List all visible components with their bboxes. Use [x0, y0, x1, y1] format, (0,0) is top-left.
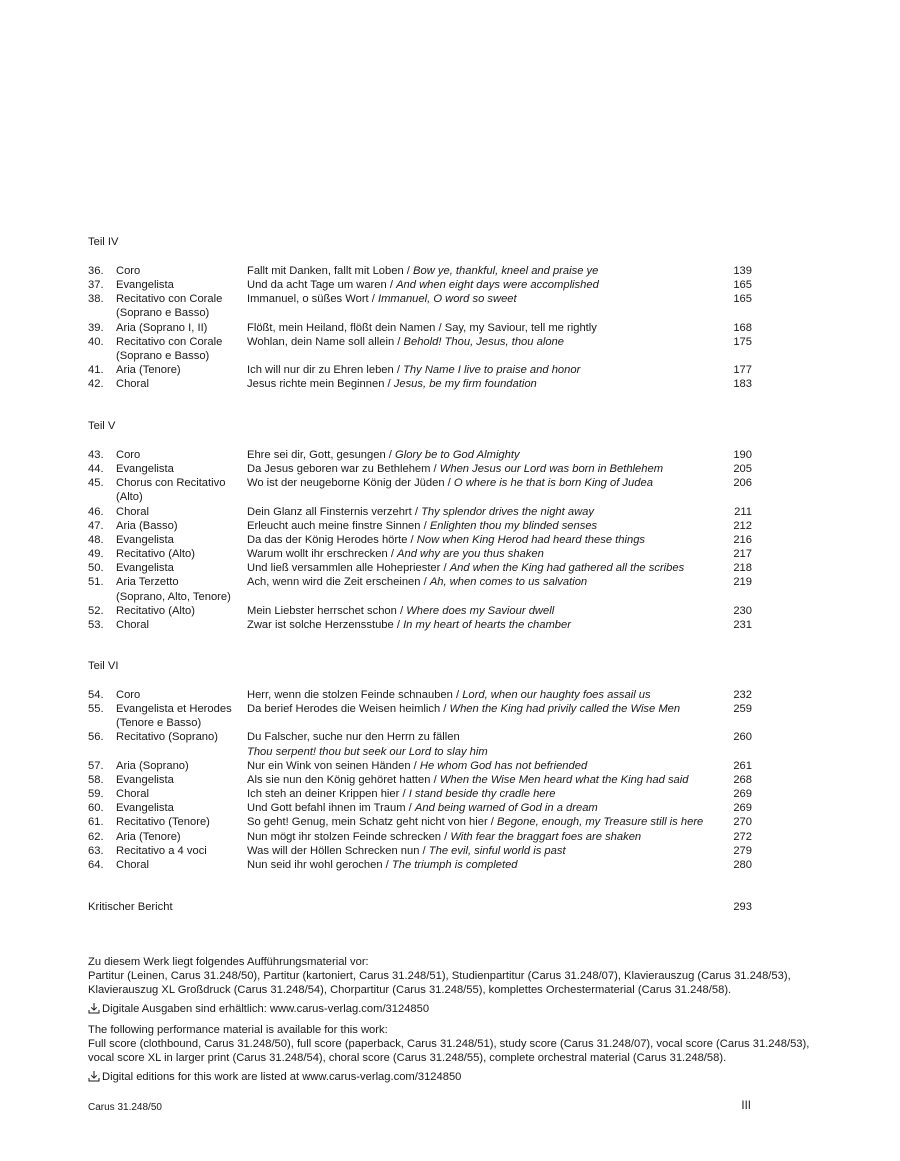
performance-heading-de: Zu diesem Werk liegt folgendes Aufführungsmaterial vor:	[88, 956, 369, 968]
movement-type	[116, 688, 256, 702]
title-english: And being warned of God in a dream	[414, 802, 598, 815]
movement-type-line: (Soprano, Alto, Tenore)	[116, 590, 231, 603]
title-separator: /	[368, 293, 378, 306]
movement-type	[116, 801, 256, 815]
footer-catalog-number: Carus 31.248/50	[88, 1102, 162, 1113]
title-separator: /	[407, 533, 417, 546]
movement-type-line: Aria (Soprano)	[116, 759, 189, 772]
title-english: Thou serpent! thou but seek our Lord to slay him	[247, 745, 488, 758]
page-number: 165	[733, 293, 752, 306]
movement-type-line: Chorus con Recitativo	[116, 477, 226, 490]
movement-number: 54.	[88, 689, 104, 701]
title-english: When the King had privily called the Wise Men	[449, 703, 681, 716]
title-german: Jesus richte mein Beginnen	[247, 378, 385, 391]
movement-title	[247, 278, 716, 292]
movement-type-line: Choral	[116, 618, 149, 631]
movement-type	[116, 844, 256, 858]
title-german: Da Jesus geboren war zu Bethlehem	[247, 463, 431, 476]
performance-line2-de: Klavierauszug XL Großdruck (Carus 31.248/54), Chorpartitur (Carus 31.248/55), komplettes Orchestermaterial (Carus 31.248/58).	[88, 984, 732, 996]
section-title-teil-vi: Teil VI	[88, 660, 119, 672]
title-separator: /	[452, 689, 463, 701]
toc-entry	[88, 292, 752, 320]
page-number: 183	[733, 378, 752, 391]
title-separator: /	[393, 618, 404, 631]
title-separator: /	[387, 548, 398, 561]
title-english: Ah, when comes to us salvation	[429, 576, 588, 589]
title-german: Du Falscher, suche nur den Herrn zu fällen	[247, 731, 460, 744]
movement-number: 56.	[88, 731, 104, 744]
movement-type-line: (Soprano e Basso)	[116, 349, 210, 362]
page-number: 211	[734, 505, 752, 518]
movement-title	[247, 292, 716, 306]
movement-type-line: Choral	[116, 788, 149, 801]
page-number: 212	[733, 519, 752, 532]
movement-type-line: Recitativo (Alto)	[116, 548, 195, 561]
movement-type	[116, 476, 256, 504]
movement-type	[116, 533, 256, 547]
movement-number: 48.	[88, 533, 104, 546]
page-number: 230	[733, 604, 752, 617]
page-number: 216	[733, 533, 752, 546]
title-german: Ich will nur dir zu Ehren leben	[247, 364, 394, 377]
movement-number: 45.	[88, 477, 104, 490]
title-german: Da berief Herodes die Weisen heimlich	[247, 703, 441, 716]
title-separator: /	[382, 858, 392, 871]
toc-entry	[88, 604, 752, 618]
movement-number: 62.	[88, 830, 104, 843]
toc-entry	[88, 505, 752, 519]
movement-type-line: Choral	[116, 505, 149, 518]
movement-type-line: Coro	[116, 689, 141, 701]
title-german: Ich steh an deiner Krippen hier	[247, 788, 400, 801]
toc-entry	[88, 448, 752, 462]
movement-number: 49.	[88, 548, 104, 561]
title-separator: /	[393, 364, 404, 377]
movement-type	[116, 730, 256, 744]
movement-number: 36.	[88, 265, 104, 277]
page-number: 190	[733, 449, 752, 461]
movement-type	[116, 561, 256, 575]
toc-entry	[88, 830, 752, 844]
title-separator: /	[420, 576, 430, 589]
title-english: I stand beside thy cradle here	[408, 788, 556, 801]
movement-type-line: Evangelista	[116, 773, 174, 786]
page-number: 269	[733, 802, 752, 815]
section-title-teil-iv: Teil IV	[88, 236, 119, 248]
title-english: Now when King Herod had heard these things	[416, 533, 646, 546]
toc-entry	[88, 377, 752, 391]
movement-type	[116, 462, 256, 476]
title-english: Bow ye, thankful, kneel and praise ye	[413, 265, 599, 277]
movement-type-line: Recitativo con Corale	[116, 293, 223, 306]
movement-number: 41.	[88, 364, 104, 377]
title-german: Wo ist der neugeborne König der Jüden	[247, 477, 445, 490]
movement-type-line: Recitativo (Soprano)	[116, 731, 218, 744]
page-number: 231	[733, 618, 752, 631]
movement-title	[247, 801, 716, 815]
title-german: Ehre sei dir, Gott, gesungen	[247, 449, 386, 461]
page-number: 165	[733, 279, 752, 292]
movement-type-line: Choral	[116, 858, 149, 871]
toc-entry	[88, 858, 752, 872]
movement-type	[116, 321, 256, 335]
page-number: 217	[733, 548, 752, 561]
movement-type-line: Recitativo (Alto)	[116, 604, 195, 617]
movement-type-line: Coro	[116, 265, 141, 277]
toc-entry	[88, 363, 752, 377]
title-german: Zwar ist solche Herzensstube	[247, 618, 394, 631]
title-separator: /	[405, 802, 415, 815]
title-german: Und da acht Tage um waren	[247, 279, 387, 292]
movement-title	[247, 321, 716, 335]
performance-line1-de: Partitur (Leinen, Carus 31.248/50), Partitur (kartoniert, Carus 31.248/51), Studienpartitur (Carus 31.248/07), Klavierauszug (Carus 31.248/53),	[88, 970, 791, 982]
movement-type-line: Aria (Basso)	[116, 519, 178, 532]
toc-entry	[88, 519, 752, 533]
title-english: Say, my Saviour, tell me rightly	[444, 321, 597, 334]
movement-title	[247, 759, 716, 773]
movement-title	[247, 519, 716, 533]
title-english: Glory be to God Almighty	[395, 449, 520, 461]
performance-line1-en: Full score (clothbound, Carus 31.248/50), full score (paperback, Carus 31.248/51), study score (Carus 31.248/07), vocal score (Carus 31.248/53),	[88, 1038, 810, 1050]
page-number: 206	[733, 477, 752, 490]
movement-type-line: (Alto)	[116, 491, 143, 504]
movement-type	[116, 830, 256, 844]
title-separator: /	[430, 773, 440, 786]
footer-page-number: III	[741, 1100, 751, 1112]
title-english: And why are you thus shaken	[397, 548, 544, 561]
performance-line2-en: vocal score XL in larger print (Carus 31.248/54), choral score (Carus 31.248/55), complete orchestral material (Carus 31.248/58).	[88, 1052, 727, 1064]
movement-type	[116, 448, 256, 462]
title-german: Nun seid ihr wohl gerochen	[247, 858, 383, 871]
title-german: Herr, wenn die stolzen Feinde schnauben	[247, 689, 453, 701]
page-number: 177	[733, 364, 752, 377]
toc-entry	[88, 561, 752, 575]
page-number: 259	[733, 703, 752, 716]
title-english: Enlighten thou my blinded senses	[429, 519, 598, 532]
section-title-teil-v: Teil V	[88, 420, 116, 432]
movement-type-line: Aria (Tenore)	[116, 830, 181, 843]
title-english: Thy splendor drives the night away	[421, 505, 594, 518]
page-number: 279	[733, 844, 752, 857]
title-english: When the Wise Men heard what the King had said	[439, 773, 689, 786]
movement-title	[247, 773, 716, 787]
page-number: 168	[733, 321, 752, 334]
movement-type	[116, 377, 256, 391]
page-number: 218	[733, 562, 752, 575]
critical-report-entry	[88, 900, 752, 914]
title-german: Da das der König Herodes hörte	[247, 533, 408, 546]
movement-number: 43.	[88, 449, 104, 461]
toc-entry	[88, 815, 752, 829]
movement-title	[247, 730, 716, 758]
movement-type-line: Recitativo (Tenore)	[116, 816, 210, 829]
movement-type	[116, 858, 256, 872]
movement-title	[247, 448, 716, 462]
title-english: And when eight days were accomplished	[396, 279, 599, 292]
movement-type-line: Coro	[116, 449, 141, 461]
title-german: Fallt mit Danken, fallt mit Loben	[247, 265, 404, 277]
title-separator: /	[487, 816, 498, 829]
movement-number: 50.	[88, 562, 104, 575]
title-german: Und Gott befahl ihnen im Traum	[247, 802, 406, 815]
toc-entry	[88, 801, 752, 815]
critical-report-page: 293	[733, 901, 752, 913]
movement-title	[247, 462, 716, 476]
toc-entry	[88, 844, 752, 858]
page-number: 269	[733, 788, 752, 801]
title-english: Lord, when our haughty foes assail us	[462, 689, 651, 701]
movement-number: 38.	[88, 293, 104, 306]
download-icon	[88, 1002, 100, 1014]
movement-type-line: Recitativo a 4 voci	[116, 844, 207, 857]
movement-type	[116, 363, 256, 377]
movement-type	[116, 575, 256, 603]
title-german: Nun mögt ihr stolzen Feinde schrecken	[247, 830, 442, 843]
title-german: Warum wollt ihr erschrecken	[247, 548, 388, 561]
digital-editions-en	[88, 1070, 808, 1084]
page-number: 280	[733, 858, 752, 871]
title-separator: /	[440, 562, 450, 575]
title-english: Thy Name I live to praise and honor	[403, 364, 581, 377]
movement-number: 63.	[88, 844, 104, 857]
title-separator: /	[403, 265, 414, 277]
movement-number: 55.	[88, 703, 104, 716]
title-german: Ach, wenn wird die Zeit erscheinen	[247, 576, 421, 589]
title-separator: /	[385, 449, 396, 461]
movement-type-line: Evangelista	[116, 463, 174, 476]
toc-entry	[88, 278, 752, 292]
toc-entry	[88, 688, 752, 702]
toc-entry	[88, 773, 752, 787]
movement-type	[116, 618, 256, 632]
movement-type-line: Evangelista	[116, 562, 174, 575]
movement-type	[116, 604, 256, 618]
movement-type-line: Choral	[116, 378, 149, 391]
movement-number: 51.	[88, 576, 104, 589]
title-separator: /	[440, 703, 450, 716]
movement-number: 52.	[88, 604, 104, 617]
movement-number: 47.	[88, 519, 104, 532]
title-separator: /	[399, 788, 409, 801]
movement-number: 58.	[88, 773, 104, 786]
movement-type-line: Aria (Soprano I, II)	[116, 321, 208, 334]
toc-entry	[88, 618, 752, 632]
movement-type-line: Evangelista	[116, 279, 174, 292]
title-english: When Jesus our Lord was born in Bethlehem	[439, 463, 664, 476]
title-english: Where does my Saviour dwell	[406, 604, 555, 617]
title-german: Flößt, mein Heiland, flößt dein Namen	[247, 321, 436, 334]
title-separator: /	[386, 279, 397, 292]
movement-type	[116, 773, 256, 787]
movement-number: 53.	[88, 618, 104, 631]
movement-title	[247, 335, 716, 349]
title-english: Behold! Thou, Jesus, thou alone	[403, 335, 564, 348]
movement-number: 61.	[88, 816, 104, 829]
title-separator: /	[435, 321, 445, 334]
movement-type	[116, 815, 256, 829]
title-separator: /	[419, 844, 429, 857]
toc-entry	[88, 335, 752, 363]
title-german: So geht! Genug, mein Schatz geht nicht von hier	[247, 816, 488, 829]
movement-type-line: (Soprano e Basso)	[116, 307, 210, 320]
movement-type	[116, 264, 256, 278]
toc-entry	[88, 702, 752, 730]
title-separator: /	[420, 519, 430, 532]
movement-number: 59.	[88, 788, 104, 801]
movement-title	[247, 858, 716, 872]
movement-number: 44.	[88, 463, 104, 476]
title-separator: /	[441, 830, 451, 843]
title-english: In my heart of hearts the chamber	[403, 618, 571, 631]
movement-title	[247, 264, 716, 278]
movement-title	[247, 505, 716, 519]
title-separator: /	[410, 759, 420, 772]
title-english: With fear the braggart foes are shaken	[450, 830, 642, 843]
movement-number: 57.	[88, 759, 104, 772]
movement-type	[116, 787, 256, 801]
movement-type	[116, 519, 256, 533]
movement-type	[116, 335, 256, 363]
movement-title	[247, 476, 716, 490]
movement-type	[116, 702, 256, 730]
toc-list-teil-iv	[88, 264, 752, 391]
movement-number: 42.	[88, 378, 104, 391]
movement-number: 46.	[88, 505, 104, 518]
movement-type-line: Aria (Tenore)	[116, 364, 181, 377]
title-separator: /	[444, 477, 454, 490]
title-english: Begone, enough, my Treasure still is here	[497, 816, 704, 829]
movement-type	[116, 292, 256, 320]
title-german: Und ließ versammlen alle Hohepriester	[247, 562, 441, 575]
page-number: 270	[733, 816, 752, 829]
title-german: Als sie nun den König gehöret hatten	[247, 773, 431, 786]
page-number: 261	[733, 759, 752, 772]
page-number: 268	[733, 773, 752, 786]
movement-number: 40.	[88, 335, 104, 348]
movement-title	[247, 363, 716, 377]
title-separator: /	[430, 463, 440, 476]
movement-title	[247, 604, 716, 618]
title-german: Wohlan, dein Name soll allein	[247, 335, 395, 348]
title-english: He whom God has not befriended	[419, 759, 588, 772]
toc-entry	[88, 533, 752, 547]
movement-title	[247, 688, 716, 702]
toc-entry	[88, 321, 752, 335]
title-german: Erleucht auch meine finstre Sinnen	[247, 519, 421, 532]
title-german: Nur ein Wink von seinen Händen	[247, 759, 411, 772]
toc-entry	[88, 787, 752, 801]
movement-type	[116, 547, 256, 561]
toc-entry	[88, 575, 752, 603]
performance-material-en	[88, 1023, 808, 1084]
page-number: 205	[733, 463, 752, 476]
title-english: And when the King had gathered all the scribes	[449, 562, 685, 575]
movement-title	[247, 702, 716, 716]
page-number: 219	[733, 576, 752, 589]
performance-material-de	[88, 955, 808, 1016]
movement-number: 60.	[88, 802, 104, 815]
movement-type	[116, 759, 256, 773]
toc-entry	[88, 759, 752, 773]
movement-type-line: Evangelista	[116, 533, 174, 546]
title-separator: /	[411, 505, 422, 518]
title-german: Was will der Höllen Schrecken nun	[247, 844, 420, 857]
movement-title	[247, 815, 716, 829]
movement-type	[116, 505, 256, 519]
page-number: 272	[733, 830, 752, 843]
digital-editions-de	[88, 1002, 808, 1016]
digital-editions-en-text: Digital editions for this work are listed at www.carus-verlag.com/3124850	[102, 1071, 462, 1083]
movement-type-line: Recitativo con Corale	[116, 335, 223, 348]
page-number: 232	[733, 689, 752, 701]
title-separator: /	[394, 335, 404, 348]
movement-title	[247, 830, 716, 844]
movement-title	[247, 561, 716, 575]
movement-title	[247, 618, 716, 632]
title-english: The evil, sinful world is past	[428, 844, 566, 857]
digital-editions-de-text: Digitale Ausgaben sind erhältlich: www.carus-verlag.com/3124850	[102, 1003, 430, 1015]
toc-entry	[88, 476, 752, 504]
title-separator: /	[396, 604, 407, 617]
download-icon	[88, 1070, 100, 1082]
movement-type-line: Evangelista	[116, 802, 174, 815]
title-english: O where is he that is born King of Judea	[453, 477, 653, 490]
movement-type-line: Evangelista et Herodes	[116, 703, 232, 716]
toc-entry	[88, 547, 752, 561]
toc-entry	[88, 462, 752, 476]
movement-title	[247, 844, 716, 858]
critical-report-label: Kritischer Bericht	[88, 901, 173, 913]
toc-entry	[88, 730, 752, 758]
movement-title	[247, 547, 716, 561]
title-english: Immanuel, O word so sweet	[377, 293, 517, 306]
page-number: 139	[733, 265, 752, 277]
page-number: 175	[733, 335, 752, 348]
movement-title	[247, 533, 716, 547]
toc-list-teil-vi	[88, 688, 752, 872]
title-german: Immanuel, o süßes Wort	[247, 293, 369, 306]
page-number: 260	[733, 731, 752, 744]
title-german: Mein Liebster herrschet schon	[247, 604, 397, 617]
movement-number: 64.	[88, 858, 104, 871]
movement-number: 39.	[88, 321, 104, 334]
movement-type	[116, 278, 256, 292]
movement-number: 37.	[88, 279, 104, 292]
movement-title	[247, 575, 716, 589]
performance-heading-en: The following performance material is available for this work:	[88, 1024, 388, 1036]
toc-list-teil-v	[88, 448, 752, 632]
title-english: The triumph is completed	[391, 858, 518, 871]
movement-title	[247, 377, 716, 391]
movement-type-line: Aria Terzetto	[116, 576, 179, 589]
movement-title	[247, 787, 716, 801]
toc-entry	[88, 264, 752, 278]
title-separator: /	[384, 378, 394, 391]
title-german: Dein Glanz all Finsternis verzehrt	[247, 505, 412, 518]
title-english: Jesus, be my firm foundation	[393, 378, 537, 391]
movement-type-line: (Tenore e Basso)	[116, 717, 202, 730]
